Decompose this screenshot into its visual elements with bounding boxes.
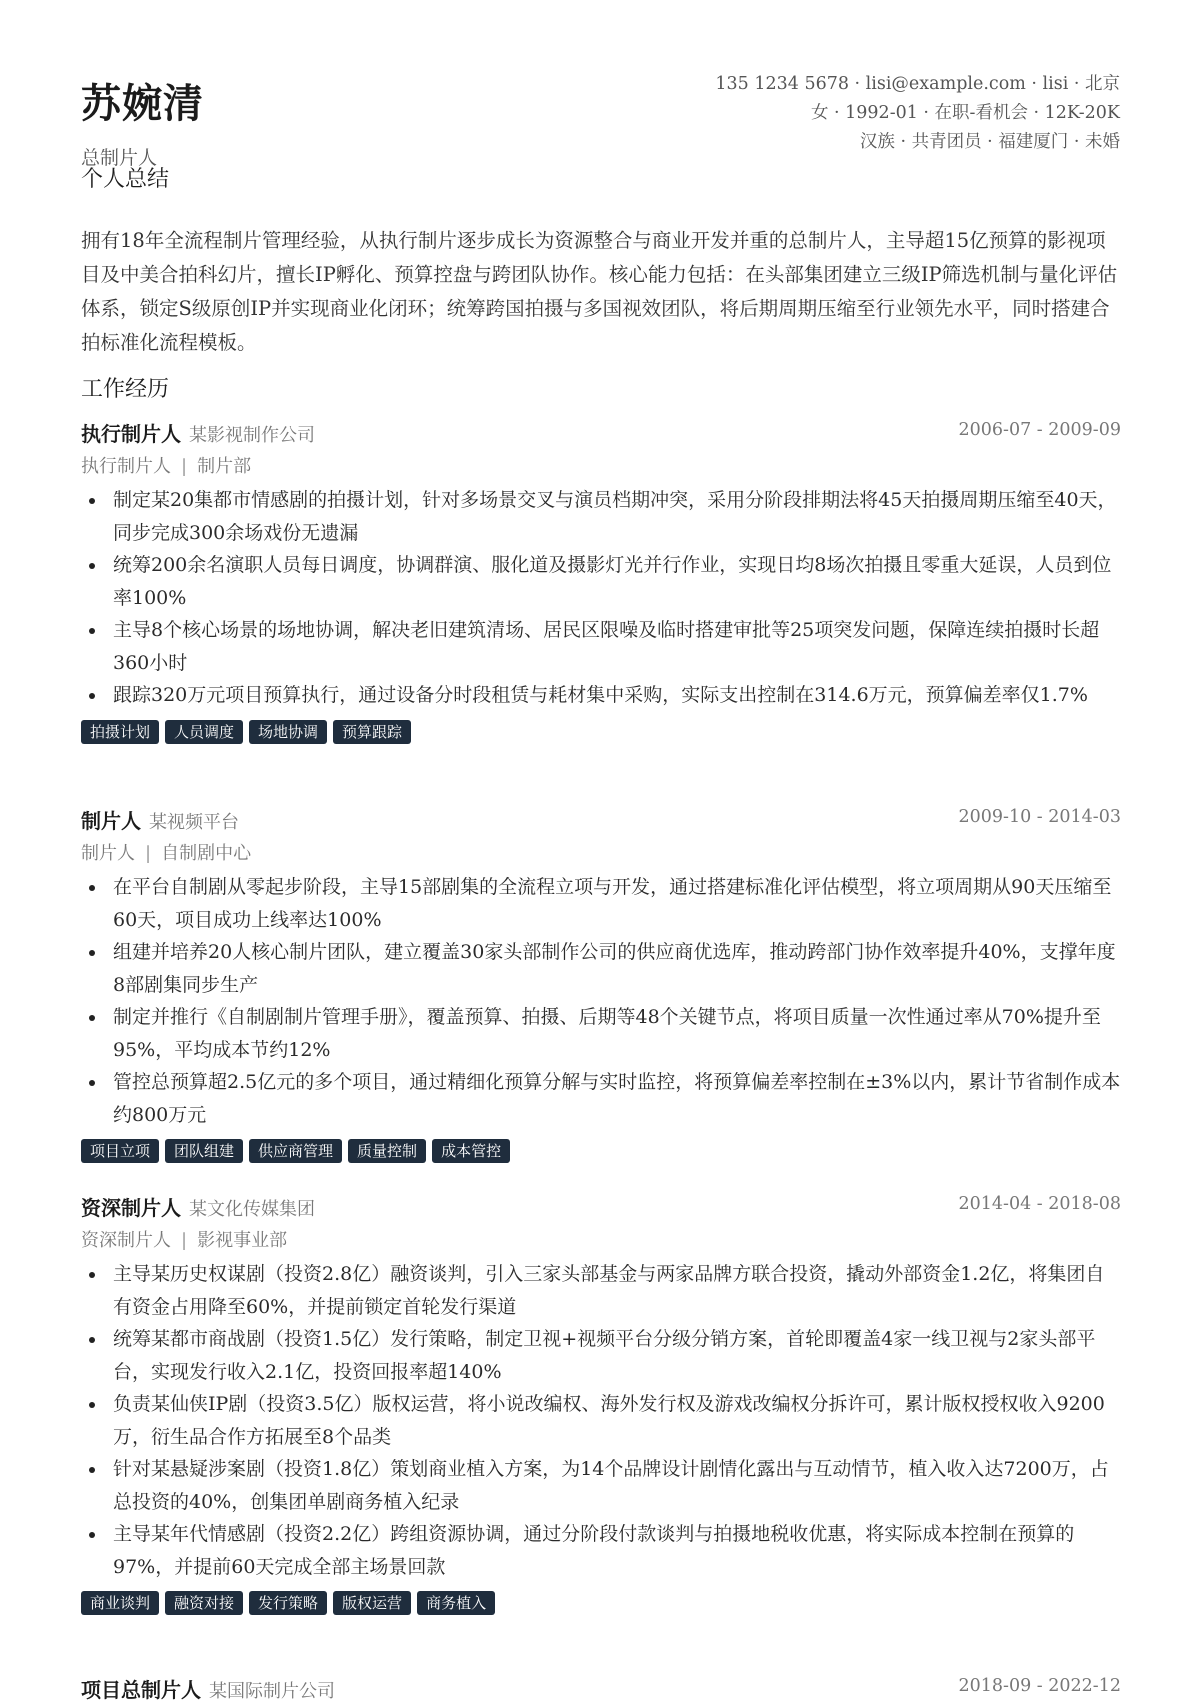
job-role: 项目总制片人 (81, 1678, 201, 1702)
job-company: 某文化传媒集团 (189, 1199, 315, 1220)
job-department: 自制剧中心 (161, 843, 252, 864)
job-company: 某影视制作公司 (189, 425, 315, 446)
job-subtitle: 执行制片人 | 制片部 (81, 456, 252, 477)
skill-tag: 商务植入 (417, 1591, 495, 1615)
job-header (81, 805, 1121, 835)
skill-tags (81, 720, 1121, 744)
bullet-item: 跟踪320万元项目预算执行，通过设备分时段租赁与耗材集中采购，实际支出控制在314.6万元，预算偏差率仅1.7% (81, 679, 1121, 712)
job-entry (81, 805, 1121, 1163)
job-header (81, 1192, 1121, 1222)
bullet-item: 负责某仙侠IP剧（投资3.5亿）版权运营，将小说改编权、海外发行权及游戏改编权分拆许可，累计版权授权收入9200万，衍生品合作方拓展至8个品类 (81, 1388, 1121, 1453)
skill-tag: 质量控制 (348, 1139, 426, 1163)
bullet-item: 制定并推行《自制剧制片管理手册》，覆盖预算、拍摄、后期等48个关键节点，将项目质量一次性通过率从70%提升至95%，平均成本节约12% (81, 1001, 1121, 1066)
skill-tag: 发行策略 (249, 1591, 327, 1615)
job-date: 2018-09 - 2022-12 (958, 1676, 1121, 1696)
job-role: 执行制片人 (81, 422, 181, 446)
skill-tag: 项目立项 (81, 1139, 159, 1163)
skill-tag: 版权运营 (333, 1591, 411, 1615)
skill-tag: 商业谈判 (81, 1591, 159, 1615)
skill-tag: 预算跟踪 (333, 720, 411, 744)
bullet-item: 统筹200余名演职人员每日调度，协调群演、服化道及摄影灯光并行作业，实现日均8场次拍摄且零重大延误，人员到位率100% (81, 549, 1121, 614)
job-position: 资深制片人 (81, 1230, 171, 1251)
bullet-item: 组建并培养20人核心制片团队，建立覆盖30家头部制作公司的供应商优选库，推动跨部门协作效率提升40%，支撑年度8部剧集同步生产 (81, 936, 1121, 1001)
skill-tag: 融资对接 (165, 1591, 243, 1615)
candidate-title: 总制片人 (81, 147, 158, 169)
bullet-item: 主导某历史权谋剧（投资2.8亿）融资谈判，引入三家头部基金与两家品牌方联合投资，撬动外部资金1.2亿，将集团自有资金占用降至60%，并提前锁定首轮发行渠道 (81, 1258, 1121, 1323)
contact-line: 女 · 1992-01 · 在职-看机会 · 12K-20K (810, 103, 1120, 123)
candidate-name: 苏婉清 (81, 80, 204, 127)
job-date: 2006-07 - 2009-09 (958, 420, 1121, 440)
job-position: 制片人 (81, 843, 135, 864)
skill-tag: 成本管控 (432, 1139, 510, 1163)
bullet-item: 针对某悬疑涉案剧（投资1.8亿）策划商业植入方案，为14个品牌设计剧情化露出与互动情节，植入收入达7200万，占总投资的40%，创集团单剧商务植入纪录 (81, 1453, 1121, 1518)
job-company: 某视频平台 (149, 812, 239, 833)
contact-line: 汉族 · 共青团员 · 福建厦门 · 未婚 (859, 132, 1120, 152)
job-subtitle: 资深制片人 | 影视事业部 (81, 1230, 288, 1251)
bullet-item: 管控总预算超2.5亿元的多个项目，通过精细化预算分解与实时监控，将预算偏差率控制在±3%以内，累计节省制作成本约800万元 (81, 1066, 1121, 1131)
job-header (81, 1674, 1121, 1704)
job-entry (81, 1192, 1121, 1615)
summary-heading: 个人总结 (81, 167, 170, 192)
bullet-item: 在平台自制剧从零起步阶段，主导15部剧集的全流程立项与开发，通过搭建标准化评估模型，将立项周期从90天压缩至60天，项目成功上线率达100% (81, 871, 1121, 936)
job-entry (81, 418, 1121, 744)
job-bullets (81, 1258, 1121, 1583)
summary-text: 拥有18年全流程制片管理经验，从执行制片逐步成长为资源整合与商业开发并重的总制片人，主导超15亿预算的影视项目及中美合拍科幻片，擅长IP孵化、预算控盘与跨团队协作。核心能力包括：在头部集团建立三级IP筛选机制与量化评估体系，锁定S级原创IP并实现商业化闭环；统筹跨国拍摄与多国视效团队，将后期周期压缩至行业领先水平，同时搭建合拍标准化流程模板。 (81, 229, 1118, 354)
experience-heading: 工作经历 (81, 377, 170, 402)
contact-info (715, 70, 1120, 157)
job-company: 某国际制片公司 (209, 1681, 335, 1702)
job-bullets (81, 484, 1121, 712)
job-header (81, 418, 1121, 448)
skill-tags (81, 1591, 1121, 1615)
bullet-item: 统筹某都市商战剧（投资1.5亿）发行策略，制定卫视+视频平台分级分销方案，首轮即覆盖4家一线卫视与2家头部平台，实现发行收入2.1亿，投资回报率超140% (81, 1323, 1121, 1388)
skill-tag: 团队组建 (165, 1139, 243, 1163)
skill-tag: 拍摄计划 (81, 720, 159, 744)
skill-tag: 供应商管理 (249, 1139, 342, 1163)
job-role: 制片人 (81, 809, 141, 833)
job-position: 执行制片人 (81, 456, 171, 477)
job-bullets (81, 871, 1121, 1131)
bullet-item: 主导某年代情感剧（投资2.2亿）跨组资源协调，通过分阶段付款谈判与拍摄地税收优惠，将实际成本控制在预算的97%，并提前60天完成全部主场景回款 (81, 1518, 1121, 1583)
skill-tags (81, 1139, 1121, 1163)
contact-line: 135 1234 5678 · lisi@example.com · lisi · 北京 (715, 74, 1120, 94)
job-department: 影视事业部 (197, 1230, 288, 1251)
job-entry (81, 1674, 1121, 1704)
job-date: 2014-04 - 2018-08 (958, 1194, 1121, 1214)
job-department: 制片部 (197, 456, 252, 477)
bullet-item: 主导8个核心场景的场地协调，解决老旧建筑清场、居民区限噪及临时搭建审批等25项突发问题，保障连续拍摄时长超360小时 (81, 614, 1121, 679)
job-date: 2009-10 - 2014-03 (958, 807, 1121, 827)
job-subtitle: 制片人 | 自制剧中心 (81, 843, 252, 864)
skill-tag: 人员调度 (165, 720, 243, 744)
bullet-item: 制定某20集都市情感剧的拍摄计划，针对多场景交叉与演员档期冲突，采用分阶段排期法将45天拍摄周期压缩至40天，同步完成300余场戏份无遗漏 (81, 484, 1121, 549)
skill-tag: 场地协调 (249, 720, 327, 744)
job-role: 资深制片人 (81, 1196, 181, 1220)
